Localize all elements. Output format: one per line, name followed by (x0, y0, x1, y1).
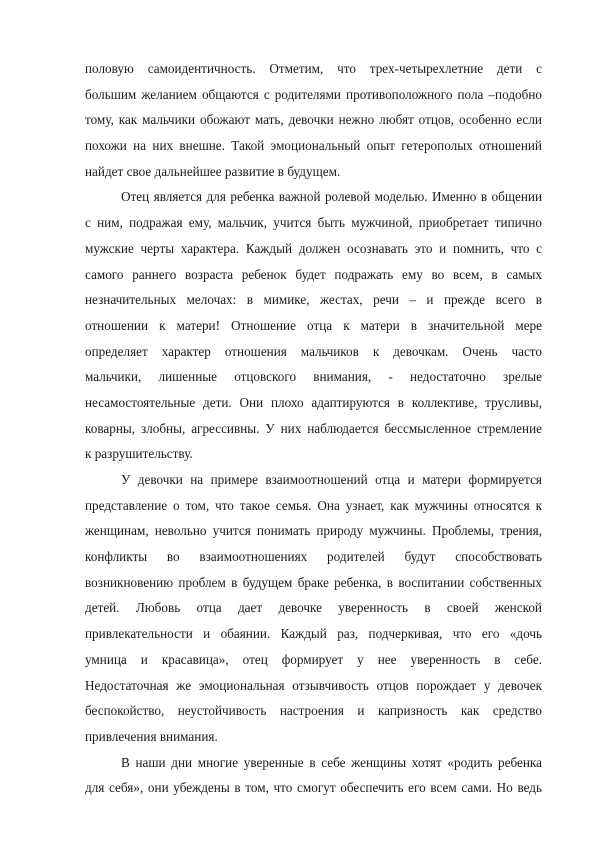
text-line: коварны, злобны, агрессивны. У них наблюдается бессмысленное стремление (85, 420, 542, 436)
text-line: несамостоятельные дети. Они плохо адаптируются в коллективе, трусливы, (85, 394, 542, 410)
text-line: привлекательности и обаянии. Каждый раз, подчеркивая, что его «дочь (85, 626, 542, 642)
text-line: похожи на них внешне. Такой эмоциональный опыт гетерополых отношений (85, 138, 542, 154)
paragraph-2 (85, 184, 542, 467)
text-line: представление о том, что такое семья. Она узнает, как мужчины относятся к (85, 497, 542, 513)
text-line: Недостаточная же эмоциональная отзывчивость отцов порождает у девочек (85, 677, 542, 693)
text-line: найдет свое дальнейшее развитие в будущем. (85, 163, 341, 179)
body-text (85, 56, 542, 801)
text-line: беспокойство, неустойчивость настроения и капризность как средство (85, 703, 542, 719)
text-line: мужские черты характера. Каждый должен осознавать это и помнить, что с (85, 240, 542, 256)
text-line: мальчики, лишенные отцовского внимания, - недостаточно зрелые (85, 369, 542, 385)
text-line: большим желанием общаются с родителями противоположного пола –подобно (85, 86, 542, 102)
text-line: с ним, подражая ему, мальчик, учится быть мужчиной, приобретает типично (85, 215, 542, 231)
paragraph-4 (85, 750, 542, 801)
text-line: тому, как мальчики обожают мать, девочки нежно любят отцов, особенно если (85, 112, 542, 128)
text-line: половую самоидентичность. Отметим, что трех-четырехлетние дети с (85, 61, 542, 76)
text-line: отношении к матери! Отношение отца к матери в значительной мере (85, 317, 542, 333)
text-line: к разрушительству. (85, 446, 193, 462)
text-line: возникновению проблем в будущем браке ребенка, в воспитании собственных (85, 574, 542, 590)
text-line: конфликты во взаимоотношениях родителей будут способствовать (85, 549, 542, 565)
paragraph-1 (85, 56, 542, 184)
text-line: самого раннего возраста ребенок будет подражать ему во всем, в самых (85, 266, 542, 282)
text-line: женщинам, невольно учится понимать природу мужчины. Проблемы, трения, (85, 523, 542, 539)
text-line: умница и красавица», отец формирует у нее уверенность в себе. (85, 651, 542, 667)
text-line: У девочки на примере взаимоотношений отца и матери формируется (121, 472, 542, 487)
text-line: детей. Любовь отца дает девочке уверенность в своей женской (85, 600, 542, 616)
text-line: определяет характер отношения мальчиков к девочкам. Очень часто (85, 343, 542, 359)
text-line: привлечения внимания. (85, 728, 218, 744)
paragraph-3 (85, 467, 542, 750)
text-line: для себя», они убеждены в том, что смогут обеспечить его всем сами. Но ведь (85, 780, 542, 796)
text-line: незначительных мелочах: в мимике, жестах, речи – и прежде всего в (85, 292, 542, 308)
text-line: В наши дни многие уверенные в себе женщины хотят «родить ребенка (121, 754, 542, 770)
text-line: Отец является для ребенка важной ролевой моделью. Именно в общении (121, 189, 542, 205)
